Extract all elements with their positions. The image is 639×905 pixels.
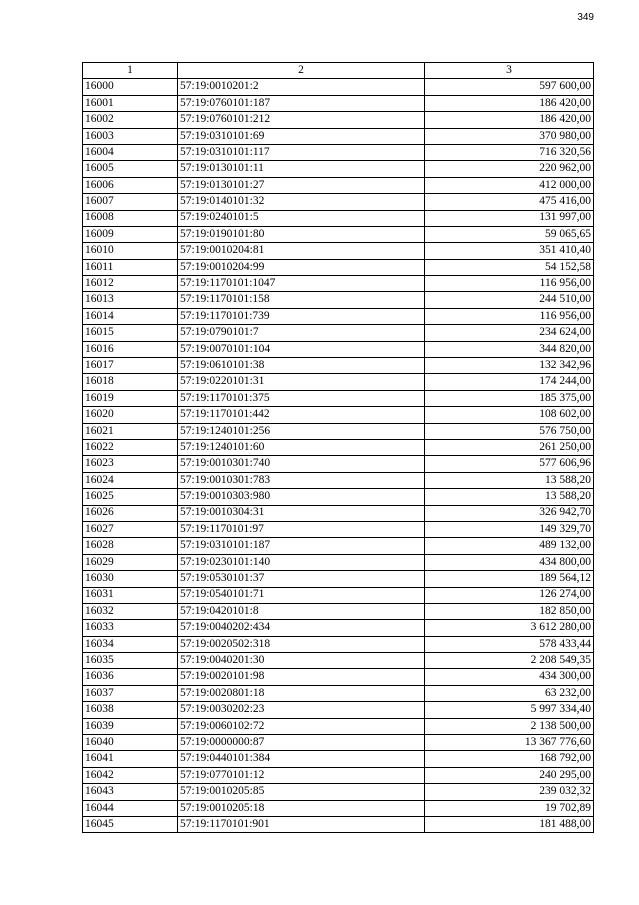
row-number-cell: 16000: [83, 79, 178, 95]
cadastral-number-cell: 57:19:0220101:31: [178, 374, 425, 390]
value-cell: 108 602,00: [425, 407, 594, 423]
value-cell: 578 433,44: [425, 636, 594, 652]
value-cell: 5 997 334,40: [425, 702, 594, 718]
table-row: [83, 702, 594, 718]
row-number-cell: 16017: [83, 358, 178, 374]
value-cell: 3 612 280,00: [425, 620, 594, 636]
cadastral-number-cell: 57:19:0010301:740: [178, 456, 425, 472]
table-row: [83, 685, 594, 701]
value-cell: 13 367 776,60: [425, 735, 594, 751]
value-cell: 244 510,00: [425, 292, 594, 308]
value-cell: 186 420,00: [425, 95, 594, 111]
row-number-cell: 16036: [83, 669, 178, 685]
table-row: [83, 767, 594, 783]
table-row: [83, 390, 594, 406]
cadastral-number-cell: 57:19:0010304:31: [178, 505, 425, 521]
table-row: [83, 276, 594, 292]
cadastral-number-cell: 57:19:0540101:71: [178, 587, 425, 603]
value-cell: 597 600,00: [425, 79, 594, 95]
row-number-cell: 16007: [83, 194, 178, 210]
cadastral-number-cell: 57:19:0770101:12: [178, 767, 425, 783]
cadastral-number-cell: 57:19:0030202:23: [178, 702, 425, 718]
cadastral-number-cell: 57:19:0760101:187: [178, 95, 425, 111]
row-number-cell: 16042: [83, 767, 178, 783]
table-row: [83, 489, 594, 505]
row-number-cell: 16004: [83, 144, 178, 160]
value-cell: 2 138 500,00: [425, 718, 594, 734]
cadastral-number-cell: 57:19:1240101:60: [178, 439, 425, 455]
cadastral-number-cell: 57:19:0190101:80: [178, 226, 425, 242]
value-cell: 131 997,00: [425, 210, 594, 226]
cadastral-number-cell: 57:19:0020801:18: [178, 685, 425, 701]
row-number-cell: 16035: [83, 653, 178, 669]
row-number-cell: 16040: [83, 735, 178, 751]
cadastral-number-cell: 57:19:1170101:158: [178, 292, 425, 308]
cadastral-number-cell: 57:19:0310101:187: [178, 538, 425, 554]
table-row: [83, 669, 594, 685]
cadastral-number-cell: 57:19:0310101:117: [178, 144, 425, 160]
row-number-cell: 16045: [83, 816, 178, 832]
row-number-cell: 16021: [83, 423, 178, 439]
cadastral-number-cell: 57:19:0010204:81: [178, 243, 425, 259]
row-number-cell: 16044: [83, 800, 178, 816]
row-number-cell: 16024: [83, 472, 178, 488]
value-cell: 489 132,00: [425, 538, 594, 554]
table-row: [83, 718, 594, 734]
cadastral-number-cell: 57:19:0530101:37: [178, 571, 425, 587]
value-cell: 240 295,00: [425, 767, 594, 783]
cadastral-number-cell: 57:19:0420101:8: [178, 603, 425, 619]
value-cell: 326 942,70: [425, 505, 594, 521]
cadastral-number-cell: 57:19:1170101:739: [178, 308, 425, 324]
table-row: [83, 751, 594, 767]
row-number-cell: 16019: [83, 390, 178, 406]
column-header-1: 1: [83, 63, 178, 79]
value-cell: 13 588,20: [425, 489, 594, 505]
row-number-cell: 16009: [83, 226, 178, 242]
value-cell: 351 410,40: [425, 243, 594, 259]
table-row: [83, 325, 594, 341]
table-row: [83, 571, 594, 587]
value-cell: 149 329,70: [425, 521, 594, 537]
value-cell: 126 274,00: [425, 587, 594, 603]
value-cell: 116 956,00: [425, 308, 594, 324]
value-cell: 182 850,00: [425, 603, 594, 619]
cadastral-number-cell: 57:19:0020101:98: [178, 669, 425, 685]
value-cell: 132 342,96: [425, 358, 594, 374]
cadastral-number-cell: 57:19:0010201:2: [178, 79, 425, 95]
row-number-cell: 16023: [83, 456, 178, 472]
value-cell: 2 208 549,35: [425, 653, 594, 669]
table-row: [83, 194, 594, 210]
row-number-cell: 16039: [83, 718, 178, 734]
cadastral-number-cell: 57:19:0790101:7: [178, 325, 425, 341]
cadastral-number-cell: 57:19:0240101:5: [178, 210, 425, 226]
value-cell: 185 375,00: [425, 390, 594, 406]
cadastral-number-cell: 57:19:0140101:32: [178, 194, 425, 210]
value-cell: 220 962,00: [425, 161, 594, 177]
row-number-cell: 16037: [83, 685, 178, 701]
cadastral-number-cell: 57:19:0020502:318: [178, 636, 425, 652]
table-row: [83, 161, 594, 177]
value-cell: 370 980,00: [425, 128, 594, 144]
table-row: [83, 587, 594, 603]
cadastral-number-cell: 57:19:0060102:72: [178, 718, 425, 734]
row-number-cell: 16014: [83, 308, 178, 324]
value-cell: 59 065,65: [425, 226, 594, 242]
value-cell: 261 250,00: [425, 439, 594, 455]
table-row: [83, 505, 594, 521]
cadastral-number-cell: 57:19:0040202:434: [178, 620, 425, 636]
cadastral-number-cell: 57:19:1170101:442: [178, 407, 425, 423]
value-cell: 181 488,00: [425, 816, 594, 832]
table-row: [83, 308, 594, 324]
row-number-cell: 16029: [83, 554, 178, 570]
table-row: [83, 653, 594, 669]
table-row: [83, 784, 594, 800]
cadastral-number-cell: 57:19:0610101:38: [178, 358, 425, 374]
table-row: [83, 423, 594, 439]
table-row: [83, 636, 594, 652]
value-cell: 13 588,20: [425, 472, 594, 488]
row-number-cell: 16006: [83, 177, 178, 193]
row-number-cell: 16032: [83, 603, 178, 619]
cadastral-number-cell: 57:19:0310101:69: [178, 128, 425, 144]
row-number-cell: 16018: [83, 374, 178, 390]
value-cell: 174 244,00: [425, 374, 594, 390]
row-number-cell: 16001: [83, 95, 178, 111]
row-number-cell: 16043: [83, 784, 178, 800]
value-cell: 577 606,96: [425, 456, 594, 472]
table-row: [83, 243, 594, 259]
cadastral-number-cell: 57:19:0000000:87: [178, 735, 425, 751]
row-number-cell: 16033: [83, 620, 178, 636]
cadastral-number-cell: 57:19:0230101:140: [178, 554, 425, 570]
table-row: [83, 226, 594, 242]
table-row: [83, 177, 594, 193]
row-number-cell: 16020: [83, 407, 178, 423]
table-row: [83, 79, 594, 95]
value-cell: 234 624,00: [425, 325, 594, 341]
table-row: [83, 521, 594, 537]
table-row: [83, 144, 594, 160]
table-row: [83, 456, 594, 472]
table-body: [83, 79, 594, 833]
value-cell: 239 032,32: [425, 784, 594, 800]
row-number-cell: 16010: [83, 243, 178, 259]
cadastral-number-cell: 57:19:0010303:980: [178, 489, 425, 505]
cadastral-number-cell: 57:19:1240101:256: [178, 423, 425, 439]
column-header-3: 3: [425, 63, 594, 79]
value-cell: 412 000,00: [425, 177, 594, 193]
value-cell: 116 956,00: [425, 276, 594, 292]
row-number-cell: 16031: [83, 587, 178, 603]
cadastral-number-cell: 57:19:1170101:1047: [178, 276, 425, 292]
value-cell: 189 564,12: [425, 571, 594, 587]
value-cell: 434 300,00: [425, 669, 594, 685]
row-number-cell: 16016: [83, 341, 178, 357]
table-header-row: [83, 63, 594, 79]
table-row: [83, 292, 594, 308]
value-cell: 716 320,56: [425, 144, 594, 160]
row-number-cell: 16030: [83, 571, 178, 587]
table-row: [83, 210, 594, 226]
row-number-cell: 16003: [83, 128, 178, 144]
row-number-cell: 16012: [83, 276, 178, 292]
row-number-cell: 16011: [83, 259, 178, 275]
row-number-cell: 16022: [83, 439, 178, 455]
cadastral-number-cell: 57:19:0010205:18: [178, 800, 425, 816]
table-row: [83, 128, 594, 144]
cadastral-number-cell: 57:19:0070101:104: [178, 341, 425, 357]
table-row: [83, 439, 594, 455]
table-row: [83, 800, 594, 816]
value-cell: 168 792,00: [425, 751, 594, 767]
row-number-cell: 16028: [83, 538, 178, 554]
row-number-cell: 16034: [83, 636, 178, 652]
row-number-cell: 16013: [83, 292, 178, 308]
page-number: 349: [577, 12, 594, 23]
cadastral-number-cell: 57:19:1170101:375: [178, 390, 425, 406]
cadastral-number-cell: 57:19:1170101:97: [178, 521, 425, 537]
row-number-cell: 16041: [83, 751, 178, 767]
cadastral-number-cell: 57:19:0040201:30: [178, 653, 425, 669]
column-header-2: 2: [178, 63, 425, 79]
row-number-cell: 16002: [83, 112, 178, 128]
table-row: [83, 341, 594, 357]
cadastral-number-cell: 57:19:0440101:384: [178, 751, 425, 767]
row-number-cell: 16005: [83, 161, 178, 177]
table-row: [83, 603, 594, 619]
value-cell: 186 420,00: [425, 112, 594, 128]
value-cell: 63 232,00: [425, 685, 594, 701]
table-row: [83, 538, 594, 554]
value-cell: 576 750,00: [425, 423, 594, 439]
table-row: [83, 112, 594, 128]
value-cell: 475 416,00: [425, 194, 594, 210]
value-cell: 344 820,00: [425, 341, 594, 357]
row-number-cell: 16025: [83, 489, 178, 505]
cadastral-number-cell: 57:19:1170101:901: [178, 816, 425, 832]
table-row: [83, 472, 594, 488]
row-number-cell: 16026: [83, 505, 178, 521]
table-row: [83, 407, 594, 423]
table-row: [83, 95, 594, 111]
table-row: [83, 358, 594, 374]
cadastral-number-cell: 57:19:0010301:783: [178, 472, 425, 488]
cadastral-number-cell: 57:19:0010204:99: [178, 259, 425, 275]
cadastral-number-cell: 57:19:0130101:27: [178, 177, 425, 193]
table-row: [83, 735, 594, 751]
cadastral-number-cell: 57:19:0010205:85: [178, 784, 425, 800]
row-number-cell: 16027: [83, 521, 178, 537]
value-cell: 434 800,00: [425, 554, 594, 570]
row-number-cell: 16015: [83, 325, 178, 341]
cadastral-number-cell: 57:19:0760101:212: [178, 112, 425, 128]
table-row: [83, 620, 594, 636]
row-number-cell: 16038: [83, 702, 178, 718]
value-cell: 19 702,89: [425, 800, 594, 816]
cadastral-number-cell: 57:19:0130101:11: [178, 161, 425, 177]
registry-table: [82, 62, 594, 833]
value-cell: 54 152,58: [425, 259, 594, 275]
table-row: [83, 374, 594, 390]
table-row: [83, 554, 594, 570]
table-row: [83, 816, 594, 832]
row-number-cell: 16008: [83, 210, 178, 226]
table-row: [83, 259, 594, 275]
